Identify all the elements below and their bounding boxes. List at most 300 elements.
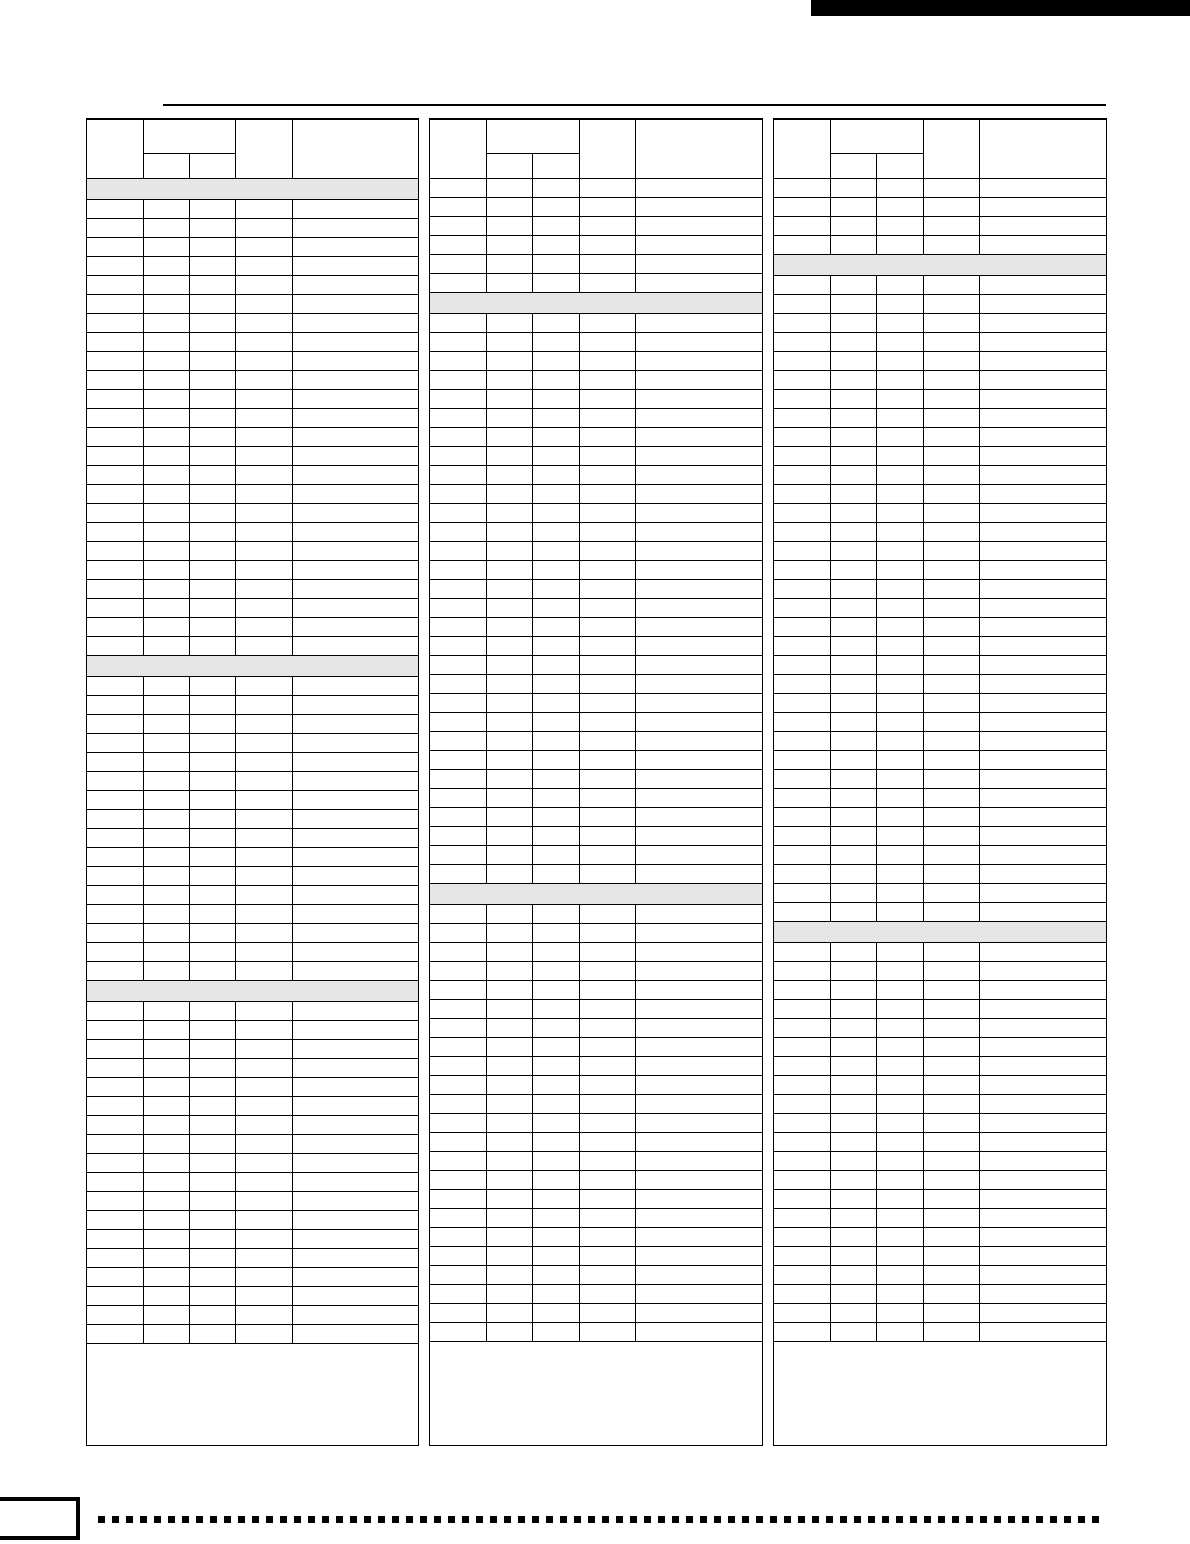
table-cell (636, 542, 762, 561)
table-cell (190, 772, 236, 791)
table-cell (143, 810, 189, 829)
table-row (87, 485, 418, 504)
table-cell (636, 1038, 762, 1057)
header-cell (980, 120, 1106, 179)
table-cell (143, 561, 189, 580)
table-cell (292, 1230, 418, 1249)
table-cell (236, 371, 292, 390)
table-row (430, 981, 762, 1000)
table-cell (830, 1019, 876, 1038)
table-cell (430, 789, 486, 808)
table-cell (636, 561, 762, 580)
table-cell (87, 504, 143, 523)
table-row (774, 751, 1106, 770)
table-row (430, 599, 762, 618)
table-cell (579, 466, 635, 485)
table-cell (143, 219, 189, 238)
table-cell (579, 390, 635, 409)
table-cell (292, 677, 418, 696)
table-cell (579, 637, 635, 656)
table-cell (236, 810, 292, 829)
table-row (774, 371, 1106, 390)
table-cell (292, 637, 418, 656)
table-cell (533, 865, 579, 884)
table-cell (877, 561, 923, 580)
table-row (430, 217, 762, 236)
table-cell (87, 924, 143, 943)
table-cell (236, 1002, 292, 1021)
header-cell (430, 120, 486, 179)
table-cell (923, 1304, 979, 1323)
table-cell (236, 276, 292, 295)
table-cell (190, 409, 236, 428)
table-cell (636, 428, 762, 447)
table-cell (877, 504, 923, 523)
table-cell (774, 903, 830, 922)
table-cell (236, 753, 292, 772)
table-cell (143, 1249, 189, 1268)
table-cell (486, 1247, 532, 1266)
table-cell (430, 580, 486, 599)
table-cell (430, 751, 486, 770)
table-row (774, 333, 1106, 352)
table-row (87, 409, 418, 428)
table-cell (190, 886, 236, 905)
table-cell (486, 333, 532, 352)
table-cell (923, 1000, 979, 1019)
table-cell (877, 179, 923, 198)
table-cell (830, 865, 876, 884)
table-cell (579, 846, 635, 865)
table-row (430, 1152, 762, 1171)
table-row (87, 504, 418, 523)
table-cell (190, 696, 236, 715)
table-cell (579, 428, 635, 447)
table-row (430, 675, 762, 694)
table-cell (87, 409, 143, 428)
table-cell (190, 1173, 236, 1192)
table-cell (877, 295, 923, 314)
table-cell (579, 599, 635, 618)
table-cell (292, 791, 418, 810)
table-cell (486, 314, 532, 333)
table-cell (774, 1114, 830, 1133)
table-cell (430, 409, 486, 428)
table-cell (579, 1095, 635, 1114)
table-row (87, 905, 418, 924)
table-row (774, 1304, 1106, 1323)
table-cell (830, 1304, 876, 1323)
table-cell (143, 276, 189, 295)
table-cell (830, 751, 876, 770)
table-cell (980, 1266, 1106, 1285)
table-cell (87, 829, 143, 848)
table-cell (236, 1287, 292, 1306)
table-cell (923, 751, 979, 770)
table-cell (636, 1095, 762, 1114)
table-cell (430, 1076, 486, 1095)
table-cell (923, 1114, 979, 1133)
table-cell (236, 1059, 292, 1078)
table-cell (190, 352, 236, 371)
table-row (430, 751, 762, 770)
table-cell (292, 333, 418, 352)
table-cell (486, 504, 532, 523)
table-cell (980, 314, 1106, 333)
table-cell (830, 1152, 876, 1171)
table-row (87, 352, 418, 371)
table-cell (486, 198, 532, 217)
table-cell (533, 846, 579, 865)
table-cell (877, 865, 923, 884)
table-cell (143, 580, 189, 599)
table-cell (774, 198, 830, 217)
table-row (87, 1306, 418, 1325)
table-cell (579, 1323, 635, 1342)
table-cell (923, 561, 979, 580)
table-cell (877, 1171, 923, 1190)
table-cell (636, 943, 762, 962)
table-cell (190, 542, 236, 561)
table-cell (877, 637, 923, 656)
table-cell (292, 200, 418, 219)
table-cell (579, 352, 635, 371)
table-cell (579, 1247, 635, 1266)
table-cell (877, 390, 923, 409)
table-row (87, 1192, 418, 1211)
table-cell (292, 1211, 418, 1230)
table-cell (236, 542, 292, 561)
table-cell (236, 1325, 292, 1344)
table-cell (190, 962, 236, 981)
table-cell (774, 504, 830, 523)
table-cell (579, 561, 635, 580)
table-cell (877, 1038, 923, 1057)
table-cell (143, 696, 189, 715)
table-cell (486, 428, 532, 447)
table-cell (877, 523, 923, 542)
table-cell (980, 903, 1106, 922)
table-cell (430, 675, 486, 694)
table-cell (877, 599, 923, 618)
table-cell (486, 542, 532, 561)
table-cell (292, 485, 418, 504)
table-cell (923, 523, 979, 542)
table-cell (830, 485, 876, 504)
table-cell (877, 352, 923, 371)
table-cell (533, 333, 579, 352)
table-cell (923, 675, 979, 694)
table-row (87, 1287, 418, 1306)
table-cell (980, 846, 1106, 865)
table-row (87, 962, 418, 981)
table-cell (143, 791, 189, 810)
table-cell (533, 274, 579, 293)
table-cell (579, 618, 635, 637)
table-cell (143, 962, 189, 981)
table-cell (190, 924, 236, 943)
table-cell (980, 1114, 1106, 1133)
table-cell (923, 846, 979, 865)
table-row (774, 981, 1106, 1000)
table-cell (190, 1287, 236, 1306)
table-cell (923, 314, 979, 333)
table-cell (292, 772, 418, 791)
table-cell (636, 656, 762, 675)
table-cell (236, 333, 292, 352)
table-cell (236, 637, 292, 656)
table-row (87, 447, 418, 466)
table-cell (830, 981, 876, 1000)
table-cell (636, 599, 762, 618)
table-cell (877, 314, 923, 333)
table-cell (877, 1133, 923, 1152)
table-row (774, 618, 1106, 637)
table-row (87, 542, 418, 561)
table-row (774, 1095, 1106, 1114)
table-row (774, 276, 1106, 295)
table-cell (190, 219, 236, 238)
table-cell (236, 485, 292, 504)
table-cell (533, 314, 579, 333)
table-cell (980, 1019, 1106, 1038)
table-cell (292, 466, 418, 485)
table-row (774, 1076, 1106, 1095)
table-cell (292, 295, 418, 314)
table-cell (430, 924, 486, 943)
table-cell (636, 962, 762, 981)
table-cell (579, 485, 635, 504)
table-cell (579, 580, 635, 599)
table-cell (980, 561, 1106, 580)
header-cell (830, 120, 923, 154)
table-cell (533, 580, 579, 599)
table-cell (980, 1323, 1106, 1342)
table-cell (87, 962, 143, 981)
table-cell (877, 217, 923, 236)
table-cell (236, 1097, 292, 1116)
table-cell (87, 1268, 143, 1287)
table-cell (830, 1171, 876, 1190)
table-cell (830, 1228, 876, 1247)
table-cell (486, 1076, 532, 1095)
table-cell (774, 561, 830, 580)
table-cell (533, 962, 579, 981)
table-cell (830, 1266, 876, 1285)
table-cell (486, 466, 532, 485)
table-cell (143, 734, 189, 753)
table-cell (430, 1114, 486, 1133)
table-cell (923, 198, 979, 217)
table-cell (877, 962, 923, 981)
table-cell (636, 1152, 762, 1171)
table-cell (486, 943, 532, 962)
table-cell (430, 1019, 486, 1038)
table-cell (292, 905, 418, 924)
table-cell (430, 1171, 486, 1190)
table-cell (980, 962, 1106, 981)
table-cell (143, 257, 189, 276)
table-cell (533, 523, 579, 542)
table-row (774, 466, 1106, 485)
table-cell (636, 1019, 762, 1038)
table-cell (430, 561, 486, 580)
table-row (430, 1304, 762, 1323)
table-cell (236, 772, 292, 791)
table-row (430, 485, 762, 504)
table-row (87, 200, 418, 219)
section-header-cell (774, 255, 1106, 276)
table-cell (877, 276, 923, 295)
table-cell (486, 675, 532, 694)
table-cell (579, 1266, 635, 1285)
table-cell (980, 447, 1106, 466)
table-cell (533, 217, 579, 236)
table-cell (292, 1135, 418, 1154)
table-cell (533, 1095, 579, 1114)
table-cell (877, 1057, 923, 1076)
table-cell (877, 1095, 923, 1114)
table-row (430, 1323, 762, 1342)
table-cell (190, 428, 236, 447)
table-cell (430, 542, 486, 561)
table-cell (533, 485, 579, 504)
table-cell (190, 829, 236, 848)
table-cell (87, 943, 143, 962)
table-cell (87, 238, 143, 257)
table-cell (774, 1209, 830, 1228)
header-cell (533, 154, 579, 179)
table-cell (830, 428, 876, 447)
table-cell (87, 561, 143, 580)
table-cell (292, 523, 418, 542)
table-cell (87, 810, 143, 829)
table-cell (87, 219, 143, 238)
table-cell (236, 848, 292, 867)
table-cell (774, 352, 830, 371)
table-cell (533, 808, 579, 827)
table-row (87, 238, 418, 257)
table-cell (292, 1021, 418, 1040)
table-cell (830, 827, 876, 846)
table-cell (980, 236, 1106, 255)
table-cell (430, 1285, 486, 1304)
table-cell (236, 352, 292, 371)
table-cell (636, 1247, 762, 1266)
table-cell (774, 447, 830, 466)
table-cell (923, 179, 979, 198)
table-cell (830, 580, 876, 599)
table-cell (143, 1021, 189, 1040)
table-cell (486, 1285, 532, 1304)
table-cell (923, 1228, 979, 1247)
table-cell (877, 713, 923, 732)
table-cell (236, 1021, 292, 1040)
table-cell (636, 485, 762, 504)
table-cell (292, 1002, 418, 1021)
table-cell (87, 295, 143, 314)
table-cell (190, 1078, 236, 1097)
table-cell (774, 789, 830, 808)
table-cell (579, 236, 635, 255)
table-cell (923, 295, 979, 314)
table-cell (923, 1095, 979, 1114)
table-cell (774, 1095, 830, 1114)
table-cell (292, 810, 418, 829)
section-header-cell (87, 179, 418, 200)
table-cell (87, 428, 143, 447)
table-cell (430, 523, 486, 542)
table-cell (830, 1133, 876, 1152)
table-cell (579, 694, 635, 713)
table-cell (236, 257, 292, 276)
table-row (774, 390, 1106, 409)
table-cell (87, 1249, 143, 1268)
table-cell (87, 352, 143, 371)
table-row (774, 943, 1106, 962)
table-cell (143, 1097, 189, 1116)
table-cell (579, 1038, 635, 1057)
table-cell (143, 943, 189, 962)
table-cell (533, 789, 579, 808)
table-cell (774, 1285, 830, 1304)
table-cell (579, 217, 635, 236)
table-row (774, 846, 1106, 865)
table-cell (830, 179, 876, 198)
table-cell (143, 772, 189, 791)
table-cell (533, 905, 579, 924)
table-cell (980, 599, 1106, 618)
table-cell (877, 485, 923, 504)
table-cell (486, 274, 532, 293)
table-cell (923, 580, 979, 599)
table-cell (774, 751, 830, 770)
header-cell (143, 154, 189, 179)
table-row (774, 789, 1106, 808)
table-cell (830, 618, 876, 637)
table-row (774, 217, 1106, 236)
table-row (774, 352, 1106, 371)
grid-table (87, 119, 418, 1344)
table-cell (190, 715, 236, 734)
table-cell (579, 732, 635, 751)
table-cell (533, 255, 579, 274)
table-cell (87, 696, 143, 715)
table-cell (877, 1190, 923, 1209)
table-cell (190, 618, 236, 637)
table-cell (430, 713, 486, 732)
table-row (430, 333, 762, 352)
table-row (774, 1133, 1106, 1152)
table-row (87, 1268, 418, 1287)
table-cell (830, 789, 876, 808)
table-cell (292, 580, 418, 599)
table-cell (143, 485, 189, 504)
table-cell (87, 637, 143, 656)
table-row (87, 219, 418, 238)
table-cell (579, 314, 635, 333)
table-cell (877, 656, 923, 675)
table-cell (980, 694, 1106, 713)
table-cell (236, 599, 292, 618)
table-cell (190, 599, 236, 618)
table-cell (636, 1171, 762, 1190)
table-row (430, 732, 762, 751)
table-cell (877, 808, 923, 827)
table-cell (190, 485, 236, 504)
table-cell (486, 656, 532, 675)
table-cell (980, 198, 1106, 217)
